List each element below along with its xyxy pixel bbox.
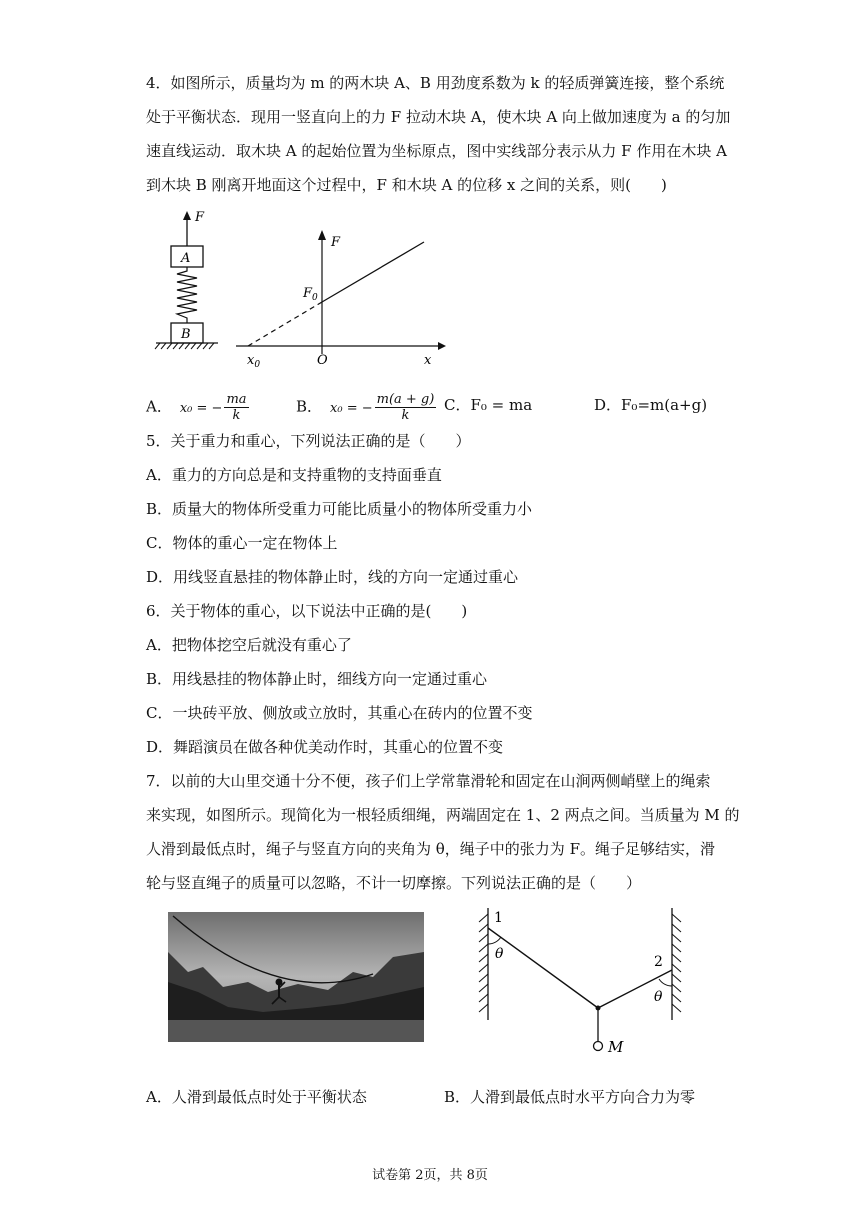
q4-option-b[interactable] (296, 392, 436, 423)
theta-1-label: θ (495, 946, 504, 962)
q4-option-a[interactable] (146, 392, 249, 423)
q4-option-a-lhs: x₀ = − (179, 400, 223, 416)
q4-line-1: 4．如图所示，质量均为 m 的两木块 A、B 用劲度系数为 k 的轻质弹簧连接，整个系统 (146, 74, 725, 92)
angle-arc-2 (659, 979, 672, 986)
q4-option-a-fraction (224, 392, 248, 423)
q4-option-a-num: ma (226, 392, 247, 407)
right-wall (672, 908, 681, 1020)
origin-label: O (317, 353, 328, 368)
mass-label: M (608, 1038, 624, 1056)
page-footer: 试卷第 2页，共 8页 (372, 1168, 488, 1183)
theta-2-label: θ (654, 989, 663, 1005)
q7-line-2: 来实现，如图所示。现简化为一根轻质细绳，两端固定在 1、2 两点之间。当质量为 M 的 (146, 806, 740, 824)
q7-line-1: 7．以前的大山里交通十分不便，孩子们上学常靠滑轮和固定在山涧两侧峭壁上的绳索 (146, 772, 711, 790)
q5-stem: 5．关于重力和重心，下列说法正确的是（ ） (146, 432, 471, 450)
force-label: F (195, 210, 205, 225)
q6-option-d[interactable]: D．舞蹈演员在做各种优美动作时，其重心的位置不变 (146, 738, 504, 756)
dashed-line (248, 302, 322, 346)
block-b-label: B (181, 327, 191, 342)
q4-line-4: 到木块 B 刚离开地面这个过程中，F 和木块 A 的位移 x 之间的关系，则( ) (146, 176, 667, 194)
q7-option-b[interactable]: B．人滑到最低点时水平方向合力为零 (444, 1088, 696, 1106)
q4-option-b-prefix: B． (296, 397, 323, 416)
q6-option-a[interactable]: A．把物体挖空后就没有重心了 (146, 636, 352, 654)
rope (488, 928, 672, 1008)
q4-line-2: 处于平衡状态．现用一竖直向上的力 F 拉动木块 A，使木块 A 向上做加速度为 a 的匀加 (146, 108, 731, 126)
q7-line-4: 轮与竖直绳子的质量可以忽略，不计一切摩擦。下列说法正确的是（ ） (146, 874, 642, 892)
mass-icon (594, 1042, 603, 1051)
q4-option-b-den: k (401, 408, 410, 423)
q4-option-b-fraction (375, 392, 437, 423)
block-a-label: A (181, 251, 191, 266)
q5-option-d[interactable]: D．用线竖直悬挂的物体静止时，线的方向一定通过重心 (146, 568, 519, 586)
q4-option-b-num: m(a + g) (376, 392, 435, 407)
q4-option-c[interactable]: C．F₀ = ma (444, 396, 533, 414)
graph-axes (236, 230, 446, 354)
q5-option-b[interactable]: B．质量大的物体所受重力可能比质量小的物体所受重力小 (146, 500, 533, 518)
q7-option-a[interactable]: A．人滑到最低点时处于平衡状态 (146, 1088, 367, 1106)
ground (155, 343, 218, 349)
q5-option-a[interactable]: A．重力的方向总是和支持重物的支持面垂直 (146, 466, 442, 484)
f0-label: $F_0$ (303, 286, 318, 303)
q4-option-b-lhs: x₀ = − (330, 400, 373, 416)
axis-x-label: x (424, 353, 432, 368)
angle-arc-1 (488, 937, 501, 944)
x0-label: $x_0$ (247, 353, 261, 370)
q7-line-3: 人滑到最低点时，绳子与竖直方向的夹角为 θ，绳子中的张力为 F。绳子足够结实，滑 (146, 840, 715, 858)
axis-f-label: F (331, 235, 341, 250)
q6-option-c[interactable]: C．一块砖平放、侧放或立放时，其重心在砖内的位置不变 (146, 704, 533, 722)
q6-stem: 6．关于物体的重心，以下说法中正确的是( ) (146, 602, 468, 620)
left-wall (479, 908, 488, 1020)
solid-line (322, 242, 424, 302)
q4-option-a-den: k (232, 408, 241, 423)
q5-option-c[interactable]: C．物体的重心一定在物体上 (146, 534, 338, 552)
ropeway-photo (168, 912, 424, 1042)
point-1-label: 1 (494, 910, 503, 926)
q4-option-a-prefix: A． (146, 397, 172, 416)
q6-option-b[interactable]: B．用线悬挂的物体静止时，细线方向一定通过重心 (146, 670, 488, 688)
q4-line-3: 速直线运动．取木块 A 的起始位置为坐标原点，图中实线部分表示从力 F 作用在木块 A (146, 142, 727, 160)
force-arrow-icon (183, 211, 191, 246)
q7-schematic (470, 900, 700, 1060)
spring (177, 267, 197, 323)
point-2-label: 2 (654, 954, 663, 970)
q4-figure (150, 204, 450, 374)
q4-option-d[interactable]: D．F₀=m(a+g) (594, 396, 708, 414)
